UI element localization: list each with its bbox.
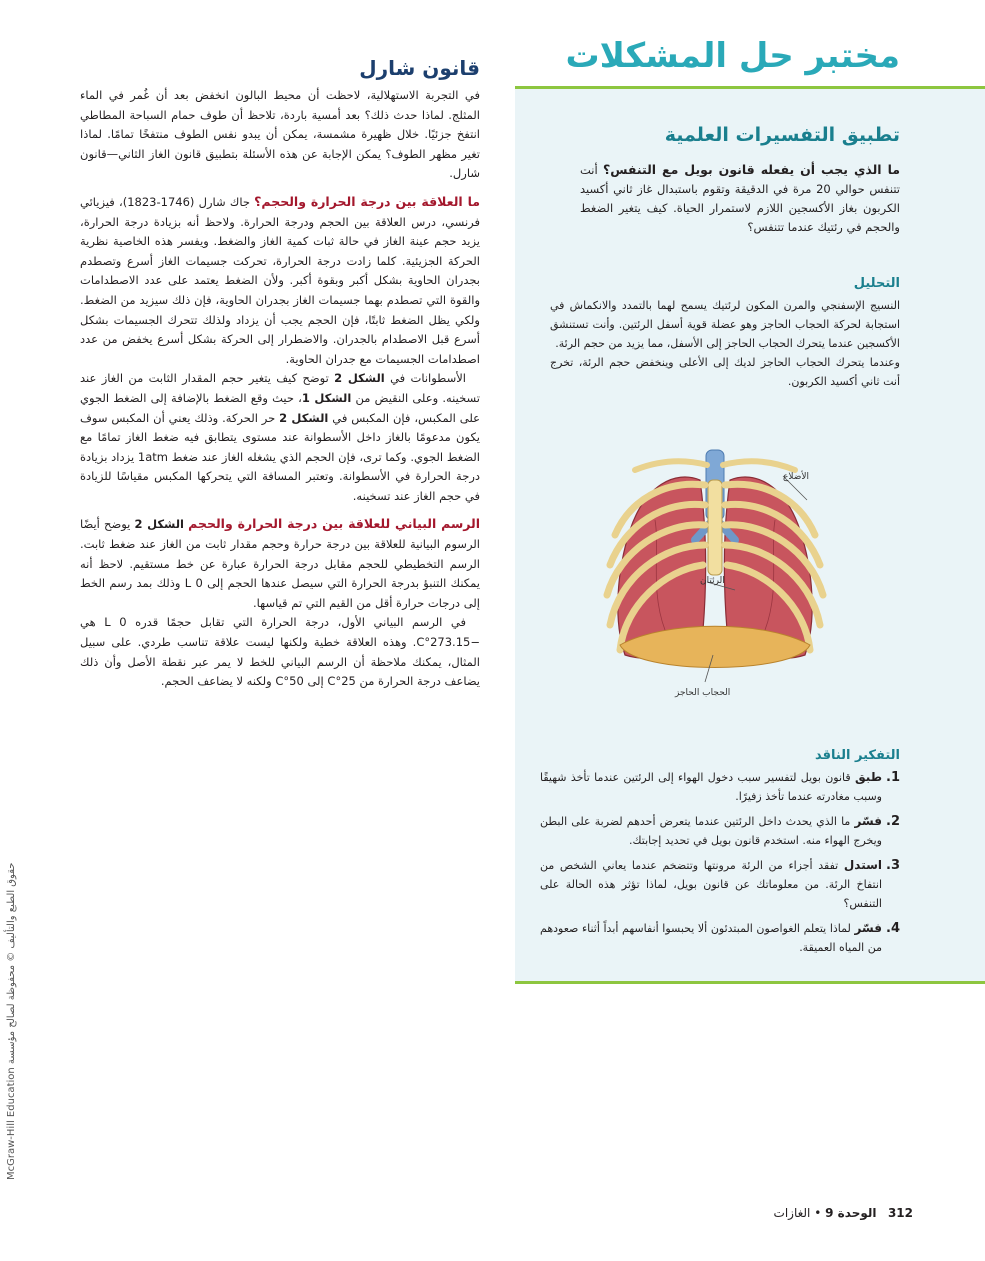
- question-text: تفقد أجزاء من الرئة مرونتها وتتضخم عندما يعاني الشخص من انتفاخ الرئة. من معلوماتك عن قانون بويل، لماذا تؤثر هذه الحالة على التنفس؟: [540, 859, 882, 910]
- figure-reference: الشكل 1: [301, 390, 352, 405]
- lab-title: مختبر حل المشكلات: [565, 36, 900, 76]
- question-verb: فسّر: [854, 921, 882, 935]
- list-item: [540, 919, 900, 957]
- lab-question: [580, 160, 900, 237]
- text-run: يوضح أيضًا الرسوم البيانية للعلاقة بين درجة حرارة وحجم مقدار ثابت من الغاز عند ضغط ثابت. الرسم التخطيطي للحجم مقابل درجة الحرارة عبارة عن خط مستقيم. لاحظ أنه يمكنك التنبؤ بدرجة الحرارة التي سيصل عندها الحجم إلى 0 L وذلك بمد رسم الخط إلى درجات حرارة أقل من القيم التي تم قياسها.: [80, 517, 480, 610]
- graphing-heading: الرسم البياني للعلاقة بين درجة الحرارة والحجم: [188, 516, 480, 532]
- analysis-heading: التحليل: [853, 276, 900, 291]
- critical-thinking-heading: التفكير الناقد: [814, 748, 900, 763]
- footer-bullet: •: [814, 1206, 822, 1220]
- lab-question-heading: ما الذي يجب أن يفعله قانون بويل مع التنفس؟: [602, 162, 901, 177]
- list-item: [540, 856, 900, 913]
- question-verb: فسّر: [854, 814, 882, 828]
- temperature-volume-paragraph: [80, 192, 480, 369]
- question-verb: طبق: [854, 770, 883, 784]
- copyright-notice: حقوق الطبع والتأليف © محفوظة لصالح مؤسسة McGraw-Hill Education: [6, 862, 17, 1180]
- ribs-label: الأضلاع: [783, 472, 810, 482]
- lab-subtitle: تطبيق التفسيرات العلمية: [664, 124, 900, 146]
- question-number: 2.: [886, 814, 900, 829]
- first-graph-paragraph: في الرسم البياني الأول، درجة الحرارة التي تقابل حجمًا قدره 0 L هي −273.15°C. وهذه العلاقة خطية ولكنها ليست علاقة تناسب طردي. على سبيل المثال، يمكنك ملاحظة أن الرسم البياني للخط لا يمر عبر نقطة الأصل وأن ذلك يضاعف درجة الحرارة من 25°C إلى 50°C ولكنه لا يضاعف الحجم.: [80, 615, 480, 689]
- charles-law-body: [80, 86, 480, 692]
- lungs-label: الرئتان: [700, 576, 725, 586]
- analysis-text: [550, 296, 900, 391]
- question-text: لماذا يتعلم الغواصون المبتدئون ألا يحبسوا أنفاسهم أبداً أثناء صعودهم من المياه العميقة.: [540, 922, 882, 954]
- section-title: قانون شارل: [359, 56, 480, 80]
- analysis-paragraph-2: وعندما يتحرك الحجاب الحاجز لديك إلى الأعلى وينخفض حجم الرئة، تخرج أنت ثاني أكسيد الكربون.: [550, 356, 900, 388]
- analysis-paragraph-1: النسيج الإسفنجي والمرن المكون لرئتيك يسمح لهما بالتمدد والانكماش في استجابة لحركة الحجاب الحاجز وهو عضلة قوية أسفل الرئتين. وأنت تستنشق الأكسجين عندما يتحرك الحجاب الحاجز إلى الأسفل، مما يزيد من حجم الرئة.: [550, 299, 900, 350]
- text-run: ، حيث وقع الضغط بالإضافة إلى الضغط الجوي على المكبس، فإن المكبس في: [80, 390, 481, 425]
- question-number: 4.: [886, 921, 900, 936]
- figure-reference: الشكل 2: [279, 410, 329, 425]
- temperature-volume-heading: ما العلاقة بين درجة الحرارة والحجم؟: [254, 193, 481, 209]
- list-item: [540, 768, 900, 806]
- cylinders-paragraph: [80, 369, 480, 506]
- figure-reference: الشكل 2: [134, 517, 184, 532]
- critical-thinking-list: [540, 768, 900, 963]
- graphing-paragraph: [80, 514, 480, 613]
- question-number: 3.: [886, 858, 900, 873]
- diaphragm-label: الحجاب الحاجز: [675, 688, 731, 698]
- question-text: قانون بويل لتفسير سبب دخول الهواء إلى الرئتين عندما تأخذ شهيقًا وسبب مغادرته عندما تأخذ زفيرًا.: [540, 771, 882, 803]
- unit-topic: الغازات: [773, 1206, 811, 1220]
- page-footer: [774, 1206, 913, 1220]
- page-number: 312: [887, 1206, 913, 1220]
- text-run: حر الحركة. وذلك يعني أن المكبس سوف يكون مدعومًا بالغاز داخل الأسطوانة عند مستوى يتطابق فيه ضغط الغاز تمامًا مع الضغط الجوي. وكما ترى، فإن الحجم الذي يشغله الغاز عند ضغط 1atm يزداد بزيادة درجة الحرارة في الأسطوانة. وتعتبر المسافة التي يتحركها المكبس مقياسًا للزيادة في حجم الغاز عند تسخينه.: [80, 410, 480, 503]
- text-run: الأسطوانات في: [384, 371, 466, 386]
- lab-intro-text: أنت تتنفس حوالي 20 مرة في الدقيقة وتقوم باستبدال غاز ثاني أكسيد الكربون بغاز الأكسجين اللازم لاستمرار الحياة. كيف يتغير الضغط والحجم في رئتيك عندما تتنفس؟: [580, 163, 900, 234]
- intro-paragraph: في التجربة الاستهلالية، لاحظت أن محيط البالون انخفض بعد أن غُمر في الماء المثلج. لماذا حدث ذلك؟ بعد أمسية باردة، تلاحظ أن طوف حمام السباحة المطاطي انتفخ جزئيًا. خلال ظهيرة مشمسة، يمكن أن يبدو نفس الطوف منتفخًا تمامًا. لماذا تغير مظهر الطوف؟ يمكن الإجابة عن هذه الأسئلة بتطبيق قانون الغاز الثاني—قانون شارل.: [80, 88, 480, 181]
- figure-reference: الشكل 2: [334, 371, 385, 386]
- list-item: [540, 812, 900, 850]
- question-text: ما الذي يحدث داخل الرئتين عندما يتعرض أحدهم لضربة على البطن ويخرج الهواء منه. استخدم قانون بويل في تحديد إجابتك.: [540, 815, 882, 847]
- question-verb: استدل: [843, 858, 882, 872]
- unit-label: الوحدة 9: [825, 1206, 877, 1220]
- lab-bottom-rule: [515, 981, 985, 984]
- temperature-volume-text: جاك شارل (1746-1823)، فيزيائي فرنسي، درس العلاقة بين الحجم ودرجة الحرارة. ولاحظ أنه بزيادة درجة الحرارة، يزيد حجم عينة الغاز في حالة ثبات كمية الغاز والضغط. ويفسر هذه الخاصية نظرية الحركة الجزيئية. كلما زادت درجة الحرارة، تحركت جسيمات الغاز أسرع وتصطدم بجدران الحاوية بشكل أكبر وبقوة أكبر. ولأن الضغط يعتمد على عدد الاصطدامات والقوة التي تصطدم بهما جسيمات الغاز بجدران الحاوية، فإن ذلك سيزيد من الضغط. ولكي يظل الضغط ثابتًا، فإن الحجم يجب أن يزداد ولذلك تتحرك الجسيمات بشكل أسرع قبل الاصطدام بالجدران. والاضطرار إلى الحركة بشكل أسرع يخفض من عدد اصطدامات الجسيمات مع جدران الحاوية.: [80, 194, 480, 366]
- question-number: 1.: [886, 770, 900, 785]
- text-run: توضح كيف يتغير حجم المقدار الثابت من الغاز عند تسخينه. وعلى النقيض من: [80, 371, 480, 405]
